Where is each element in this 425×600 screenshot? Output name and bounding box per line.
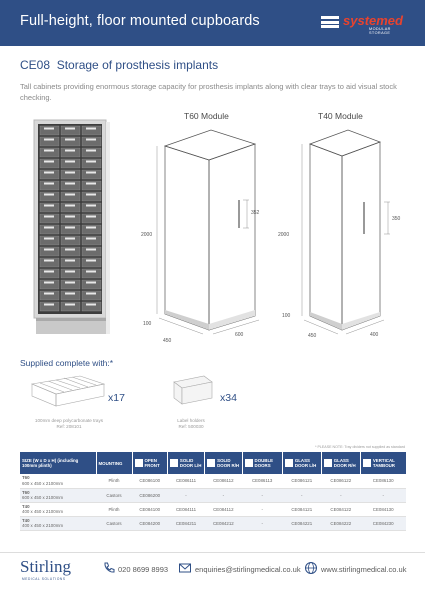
glass-door-rh-icon bbox=[324, 459, 332, 467]
product-code: CE08 bbox=[20, 58, 51, 72]
t60-module-drawing bbox=[135, 122, 275, 344]
code-cell: CE086122 bbox=[321, 474, 360, 488]
t60-plinth-dim: 100 bbox=[143, 321, 152, 327]
table-row bbox=[20, 502, 406, 516]
code-cell: CE084222 bbox=[321, 516, 360, 530]
solid-door-rh-icon bbox=[207, 459, 215, 467]
footer-divider bbox=[0, 552, 425, 553]
code-cell: CE084121 bbox=[282, 502, 321, 516]
code-cell: CE086121 bbox=[282, 474, 321, 488]
table-row bbox=[20, 516, 406, 530]
label-holder-caption: Label holders Ref: 500030 bbox=[177, 418, 205, 429]
header-solid-door-lh: SOLID DOOR L/H bbox=[167, 452, 204, 474]
t60-width-dim: 600 bbox=[235, 332, 244, 338]
code-cell: CE084112 bbox=[205, 502, 242, 516]
t60-module-label: T60 Module bbox=[184, 111, 229, 121]
t40-handle-dim: 350 bbox=[392, 216, 401, 222]
product-table bbox=[20, 452, 406, 531]
page-header bbox=[0, 0, 425, 46]
size-cell: T40 400 x 450 x 2100mm bbox=[20, 516, 96, 530]
size-cell: T60 600 x 450 x 2100mm bbox=[20, 488, 96, 502]
logo-bars-icon bbox=[321, 16, 339, 28]
size-cell: T60 600 x 450 x 2100mm bbox=[20, 474, 96, 488]
stirling-logo-tagline: MEDICAL SOLUTIONS bbox=[22, 577, 66, 581]
open-front-icon bbox=[135, 459, 143, 467]
t40-height-dim: 2000 bbox=[278, 232, 290, 238]
code-cell: CE086112 bbox=[205, 474, 242, 488]
size-cell: T40 400 x 450 x 2100mm bbox=[20, 502, 96, 516]
code-cell: CE084230 bbox=[360, 516, 406, 530]
t60-depth-dim: 450 bbox=[163, 338, 172, 344]
code-cell: CE084200 bbox=[132, 516, 167, 530]
product-description: Tall cabinets providing enormous storage capacity for prosthesis implants along with clear trays to aid visual stock checking. bbox=[20, 82, 397, 102]
page-title: Full-height, floor mounted cupboards bbox=[20, 13, 260, 29]
website-link[interactable]: www.stirlingmedical.co.uk bbox=[321, 565, 407, 574]
t40-depth-dim: 450 bbox=[308, 333, 317, 339]
header-solid-door-rh: SOLID DOOR R/H bbox=[205, 452, 242, 474]
t40-module-drawing bbox=[280, 122, 410, 344]
code-cell: CE084100 bbox=[132, 502, 167, 516]
code-cell: - bbox=[167, 488, 204, 502]
t40-plinth-dim: 100 bbox=[282, 313, 291, 319]
systemed-logo: systemed MODULAR STORAGE bbox=[321, 13, 409, 33]
code-cell: - bbox=[321, 488, 360, 502]
code-cell: - bbox=[242, 488, 282, 502]
header-glass-door-lh: GLASS DOOR L/H bbox=[282, 452, 321, 474]
header-glass-door-rh: GLASS DOOR R/H bbox=[321, 452, 360, 474]
mounting-cell: Plinth bbox=[96, 502, 132, 516]
header-vertical-tambour: VERTICAL TAMBOUR bbox=[360, 452, 406, 474]
product-name: Storage of prosthesis implants bbox=[56, 58, 219, 72]
stirling-logo: Stirling bbox=[20, 557, 72, 576]
mounting-cell: Castors bbox=[96, 488, 132, 502]
supplied-heading: Supplied complete with:* bbox=[20, 358, 114, 368]
code-cell: CE086200 bbox=[132, 488, 167, 502]
code-cell: CE086111 bbox=[167, 474, 204, 488]
code-cell: CE084211 bbox=[167, 516, 204, 530]
code-cell: - bbox=[282, 488, 321, 502]
vertical-tambour-icon bbox=[363, 459, 371, 467]
globe-icon bbox=[304, 561, 318, 575]
mounting-header: MOUNTING bbox=[96, 452, 132, 474]
double-doors-icon bbox=[245, 459, 253, 467]
t60-handle-dim: 352 bbox=[251, 210, 260, 216]
label-holder-illustration bbox=[168, 374, 216, 410]
code-cell: - bbox=[242, 502, 282, 516]
code-cell: - bbox=[360, 488, 406, 502]
label-holder-quantity: x34 bbox=[220, 392, 237, 404]
code-cell: CE086113 bbox=[242, 474, 282, 488]
code-cell: CE084221 bbox=[282, 516, 321, 530]
t60-height-dim: 2000 bbox=[141, 232, 153, 238]
code-cell: CE086130 bbox=[360, 474, 406, 488]
mounting-cell: Plinth bbox=[96, 474, 132, 488]
phone-icon bbox=[102, 561, 116, 575]
tray-illustration bbox=[28, 372, 108, 412]
email-link[interactable]: enquiries@stirlingmedical.co.uk bbox=[195, 565, 301, 574]
table-row bbox=[20, 488, 406, 502]
glass-door-lh-icon bbox=[285, 459, 293, 467]
header-open-front: OPEN FRONT bbox=[132, 452, 167, 474]
t40-module-label: T40 Module bbox=[318, 111, 363, 121]
tray-caption: 100mm deep polycarbonate trays Ref: 208101 bbox=[34, 418, 104, 429]
mounting-cell: Castors bbox=[96, 516, 132, 530]
code-cell: CE084122 bbox=[321, 502, 360, 516]
code-cell: CE084212 bbox=[205, 516, 242, 530]
footnote: * PLEASE NOTE: Tray dividers not supplied as standard bbox=[315, 445, 405, 449]
t40-width-dim: 400 bbox=[370, 332, 379, 338]
table-row bbox=[20, 474, 406, 488]
code-cell: CE084111 bbox=[167, 502, 204, 516]
solid-door-lh-icon bbox=[170, 459, 178, 467]
code-cell: CE086100 bbox=[132, 474, 167, 488]
cabinet-photo bbox=[30, 118, 112, 340]
code-cell: CE084130 bbox=[360, 502, 406, 516]
email-icon bbox=[178, 561, 192, 575]
phone-link[interactable]: 020 8699 8993 bbox=[118, 565, 169, 574]
size-header: SIZE (W x D x H) (including 100mm plinth) bbox=[20, 452, 96, 474]
table-header-row bbox=[20, 452, 406, 474]
product-heading bbox=[20, 58, 218, 72]
tray-quantity: x17 bbox=[108, 392, 125, 404]
code-cell: - bbox=[205, 488, 242, 502]
code-cell: - bbox=[242, 516, 282, 530]
header-double-doors: DOUBLE DOORS bbox=[242, 452, 282, 474]
